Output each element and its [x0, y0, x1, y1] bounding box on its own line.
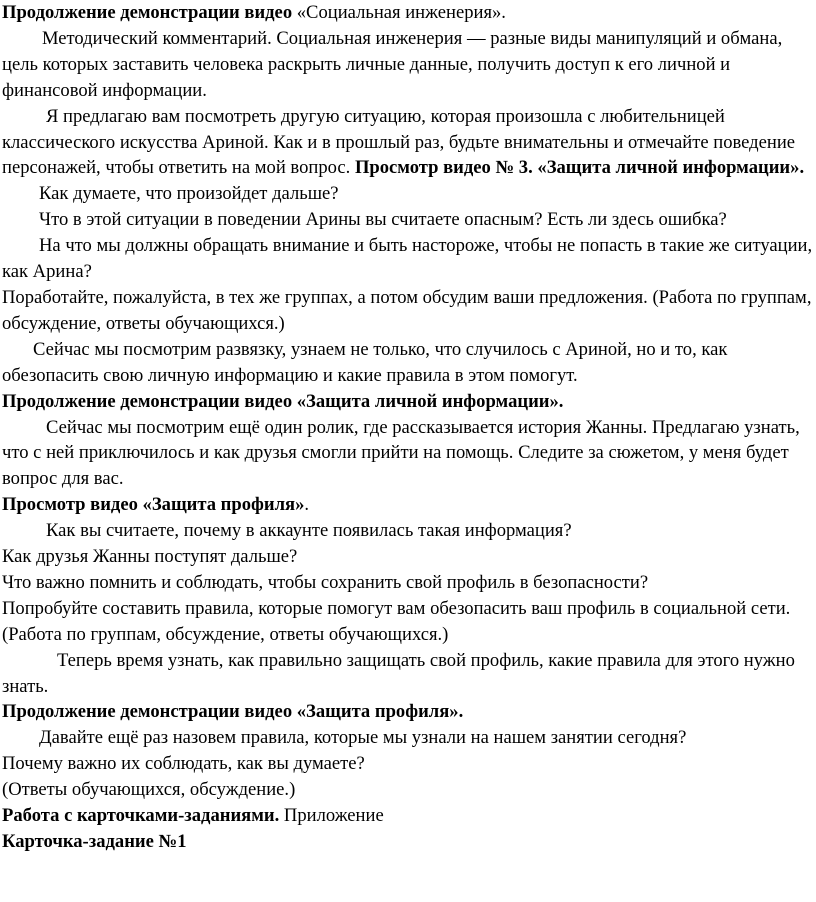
bold-text: Просмотр видео № 3. «Защита личной информации».: [354, 157, 805, 179]
normal-text: Как вы считаете, почему в аккаунте появилась такая информация?: [46, 520, 572, 542]
bold-text: Работа с карточками-заданиями.: [2, 805, 280, 827]
rules-task-paragraph: [2, 596, 814, 622]
normal-text: Давайте ещё раз назовем правила, которые мы узнали на нашем занятии сегодня?: [39, 727, 687, 749]
methodical-comment-paragraph: [2, 26, 814, 104]
normal-text: Теперь время узнать, как правильно защищать свой профиль, какие правила для этого нужно знать.: [2, 649, 795, 697]
arina-intro-paragraph: [2, 104, 814, 182]
question-danger: [2, 207, 814, 233]
bold-text: Карточка-задание №1: [2, 831, 187, 852]
normal-text: Как думаете, что произойдет дальше?: [39, 183, 339, 205]
normal-text: «Социальная инженерия».: [292, 2, 506, 23]
normal-text: Попробуйте составить правила, которые помогут вам обезопасить ваш профиль в социальной сети.: [2, 597, 791, 619]
question-why-important: [2, 751, 814, 777]
normal-text: Сейчас мы посмотрим ещё один ролик, где рассказывается история Жанны. Предлагаю узнать, что с ней приключилось и как друзья смогли прийти на помощь. Следите за сюжетом, у меня будет вопрос для вас.: [2, 416, 800, 490]
heading-cards-work: [2, 803, 814, 829]
question-account-info: [2, 518, 814, 544]
normal-text: Приложение: [279, 805, 384, 827]
group-work-note: [2, 622, 814, 648]
question-what-next: [2, 181, 814, 207]
protect-profile-paragraph: [2, 648, 814, 700]
heading-continue-personal-info: [2, 389, 814, 415]
normal-text: Как друзья Жанны поступят дальше?: [2, 546, 298, 568]
question-attention: [2, 233, 814, 285]
normal-text: Что важно помнить и соблюдать, чтобы сохранить свой профиль в безопасности?: [2, 571, 649, 593]
heading-continue-social-engineering: [2, 0, 814, 26]
normal-text: Поработайте, пожалуйста, в тех же группах, а потом обсудим ваши предложения. (Работа по группам, обсуждение, ответы обучающихся.): [2, 286, 812, 334]
bold-text: Просмотр видео «Защита профиля»: [2, 494, 305, 516]
bold-text: Продолжение демонстрации видео: [2, 2, 293, 23]
question-friends: [2, 544, 814, 570]
heading-card-1: [2, 829, 814, 855]
normal-text: На что мы должны обращать внимание и быть настороже, чтобы не попасть в такие же ситуации, как Арина?: [2, 235, 813, 283]
question-profile-safety: [2, 570, 814, 596]
normal-text: Почему важно их соблюдать, как вы думаете?: [2, 753, 365, 775]
bold-text: Продолжение демонстрации видео «Защита личной информации».: [2, 390, 564, 412]
normal-text: Я предлагаю вам посмотреть другую ситуацию, которая произошла с любительницей классического искусства Ариной. Как и в прошлый раз, будьте внимательны и отмечайте поведение персонажей, чтобы ответить на мой вопрос.: [2, 105, 796, 179]
resolution-paragraph: [2, 337, 814, 389]
normal-text: .: [304, 494, 310, 516]
normal-text: Что в этой ситуации в поведении Арины вы считаете опасным? Есть ли здесь ошибка?: [39, 209, 727, 231]
heading-continue-profile: [2, 699, 814, 725]
normal-text: (Работа по группам, обсуждение, ответы обучающихся.): [2, 623, 449, 645]
normal-text: Сейчас мы посмотрим развязку, узнаем не только, что случилось с Ариной, но и то, как обезопасить свою личную информацию и какие правила в этом помогут.: [2, 338, 728, 386]
question-rules-recap: [2, 725, 814, 751]
bold-text: Продолжение демонстрации видео «Защита профиля».: [2, 701, 464, 723]
normal-text: Методический комментарий. Социальная инженерия — разные виды манипуляций и обмана, цель которых заставить человека раскрыть личные данные, получить доступ к его личной и финансовой информации.: [2, 27, 783, 101]
heading-watch-profile: [2, 492, 814, 518]
group-work-paragraph: [2, 285, 814, 337]
answers-note: [2, 777, 814, 803]
zhanna-intro-paragraph: [2, 415, 814, 493]
normal-text: (Ответы обучающихся, обсуждение.): [2, 779, 296, 801]
